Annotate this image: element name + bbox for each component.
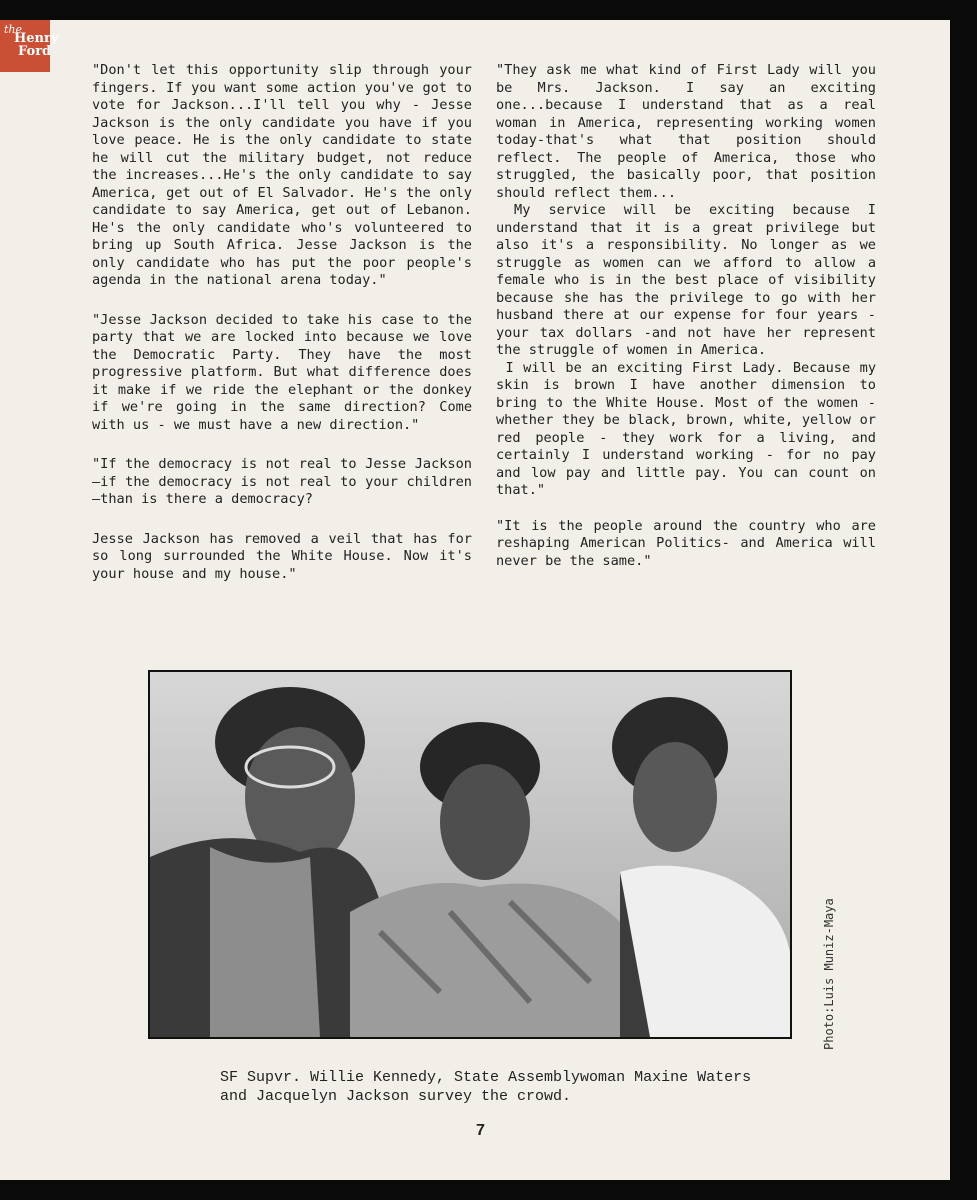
left-text-column bbox=[92, 62, 481, 605]
photo-three-women bbox=[148, 670, 792, 1039]
photo-caption: SF Supvr. Willie Kennedy, State Assemblywoman Maxine Waters and Jacquelyn Jackson survey the crowd. bbox=[220, 1069, 752, 1105]
quote-paragraph: Jesse Jackson has removed a veil that has for so long surrounded the White House. Now it's your house and my house." bbox=[92, 530, 481, 582]
photo-illustration bbox=[150, 672, 790, 1037]
right-text-column bbox=[496, 62, 885, 588]
quote-paragraph: "Don't let this opportunity slip through your fingers. If you want some action you've got to vote for Jackson...I'll tell you why - Jesse Jackson is the only candidate you have if you love peace. He is the only candidate to state he will cut the military budget, not reduce the increases...He's the only candidate to say America, get out of El Salvador. He's the only candidate to say America, get out of Lebanon. He's the only candidate who's volunteered to bring up South Africa. Jesse Jackson is the only candidate who has put the poor people's agenda in the national arena today." bbox=[92, 62, 481, 288]
photo-credit: Photo:Luis Muniz-Maya bbox=[822, 898, 836, 1050]
page-number: 7 bbox=[476, 1122, 485, 1139]
quote-paragraph: "If the democracy is not real to Jesse Jackson—if the democracy is not real to your children—than is there a democracy? bbox=[92, 456, 472, 507]
quote-paragraph: "They ask me what kind of First Lady will you be Mrs. Jackson. I say an exciting one...because I understand that as a real woman in America, representing working women today-that's what that position should reflect. The people of America, those who struggled, the basically poor, that position should reflect them... My service will be exciting because I understand that it is a great privilege but also it's a responsibility. No longer as we struggle as women can we afford to allow a female who is in the best place of visibility because she has the privilege to go with her husband there at our expense for four years -your tax dollars -and not have her represent the struggle of women in America. I will be an exciting First Lady. Because my skin is brown I have another dimension to bring to the White House. Most of the women - whether they be black, brown, white, yellow or red people - they work for a living, and certainly I understand working - for no pay and low pay and little pay. You can count on that." bbox=[496, 62, 877, 498]
magazine-page bbox=[0, 20, 950, 1180]
quote-paragraph: "It is the people around the country who are reshaping American Politics- and America will never be the same." bbox=[496, 517, 885, 569]
quote-paragraph: "Jesse Jackson decided to take his case to the party that we are locked into because we love the Democratic Party. They have the most progressive platform. But what difference does it make if we ride the elephant or the donkey if we're going in the same direction? Come with us - we must have a new direction." bbox=[92, 311, 481, 433]
henry-ford-logo: the Henry Ford bbox=[0, 20, 50, 72]
